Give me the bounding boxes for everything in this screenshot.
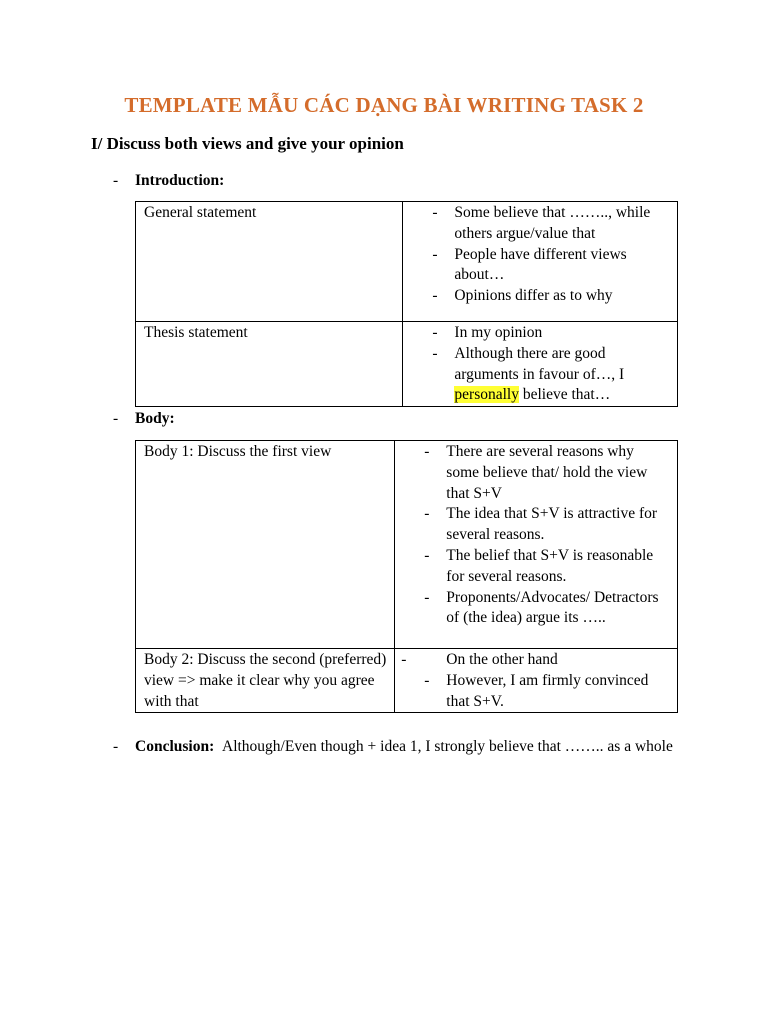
list-item: - On the other hand	[401, 651, 558, 668]
body-table	[135, 440, 678, 713]
general-statement-phrases	[403, 202, 678, 322]
list-item: - In my opinion	[432, 324, 543, 341]
list-item: - People have different views about…	[432, 245, 627, 284]
document-title: TEMPLATE MẪU CÁC DẠNG BÀI WRITING TASK 2	[124, 93, 644, 117]
list-item: - However, I am firmly convinced that S+V.	[424, 671, 649, 710]
conclusion-label: Conclusion:	[135, 738, 215, 755]
body-label: Body:	[135, 410, 175, 427]
table-row	[136, 202, 678, 322]
introduction-table	[135, 201, 678, 407]
table-row	[136, 322, 678, 407]
body-1-label: Body 1: Discuss the first view	[136, 441, 395, 649]
list-item: - Although there are good arguments in favour of…, I personally believe that…	[432, 344, 625, 404]
thesis-statement-phrases	[403, 322, 678, 407]
list-item: - The belief that S+V is reasonable for several reasons.	[424, 546, 654, 585]
bullet-dash: -	[113, 410, 119, 427]
highlighted-word: personally	[454, 386, 519, 404]
bullet-dash: -	[113, 172, 119, 189]
introduction-label: Introduction:	[135, 172, 225, 189]
body-2-label: Body 2: Discuss the second (preferred) view => make it clear why you agree with that	[136, 649, 395, 713]
list-item: - Opinions differ as to why	[432, 287, 613, 305]
table-row	[136, 649, 678, 713]
table-row	[136, 441, 678, 649]
section-heading: I/ Discuss both views and give your opinion	[91, 134, 404, 153]
list-item: - Some believe that …….., while others argue/value that	[432, 204, 651, 242]
list-item: - There are several reasons why some believe that/ hold the view that S+V	[424, 443, 648, 502]
thesis-statement-label: Thesis statement	[136, 322, 403, 407]
list-item: - Proponents/Advocates/ Detractors of (the idea) argue its …..	[424, 588, 659, 627]
general-statement-label: General statement	[136, 202, 403, 322]
body-1-phrases	[395, 441, 678, 649]
list-item: - The idea that S+V is attractive for several reasons.	[424, 505, 658, 544]
body-2-phrases	[395, 649, 678, 713]
bullet-dash: -	[113, 738, 119, 755]
conclusion-text: Although/Even though + idea 1, I strongly believe that …….. as a whole	[222, 738, 673, 755]
